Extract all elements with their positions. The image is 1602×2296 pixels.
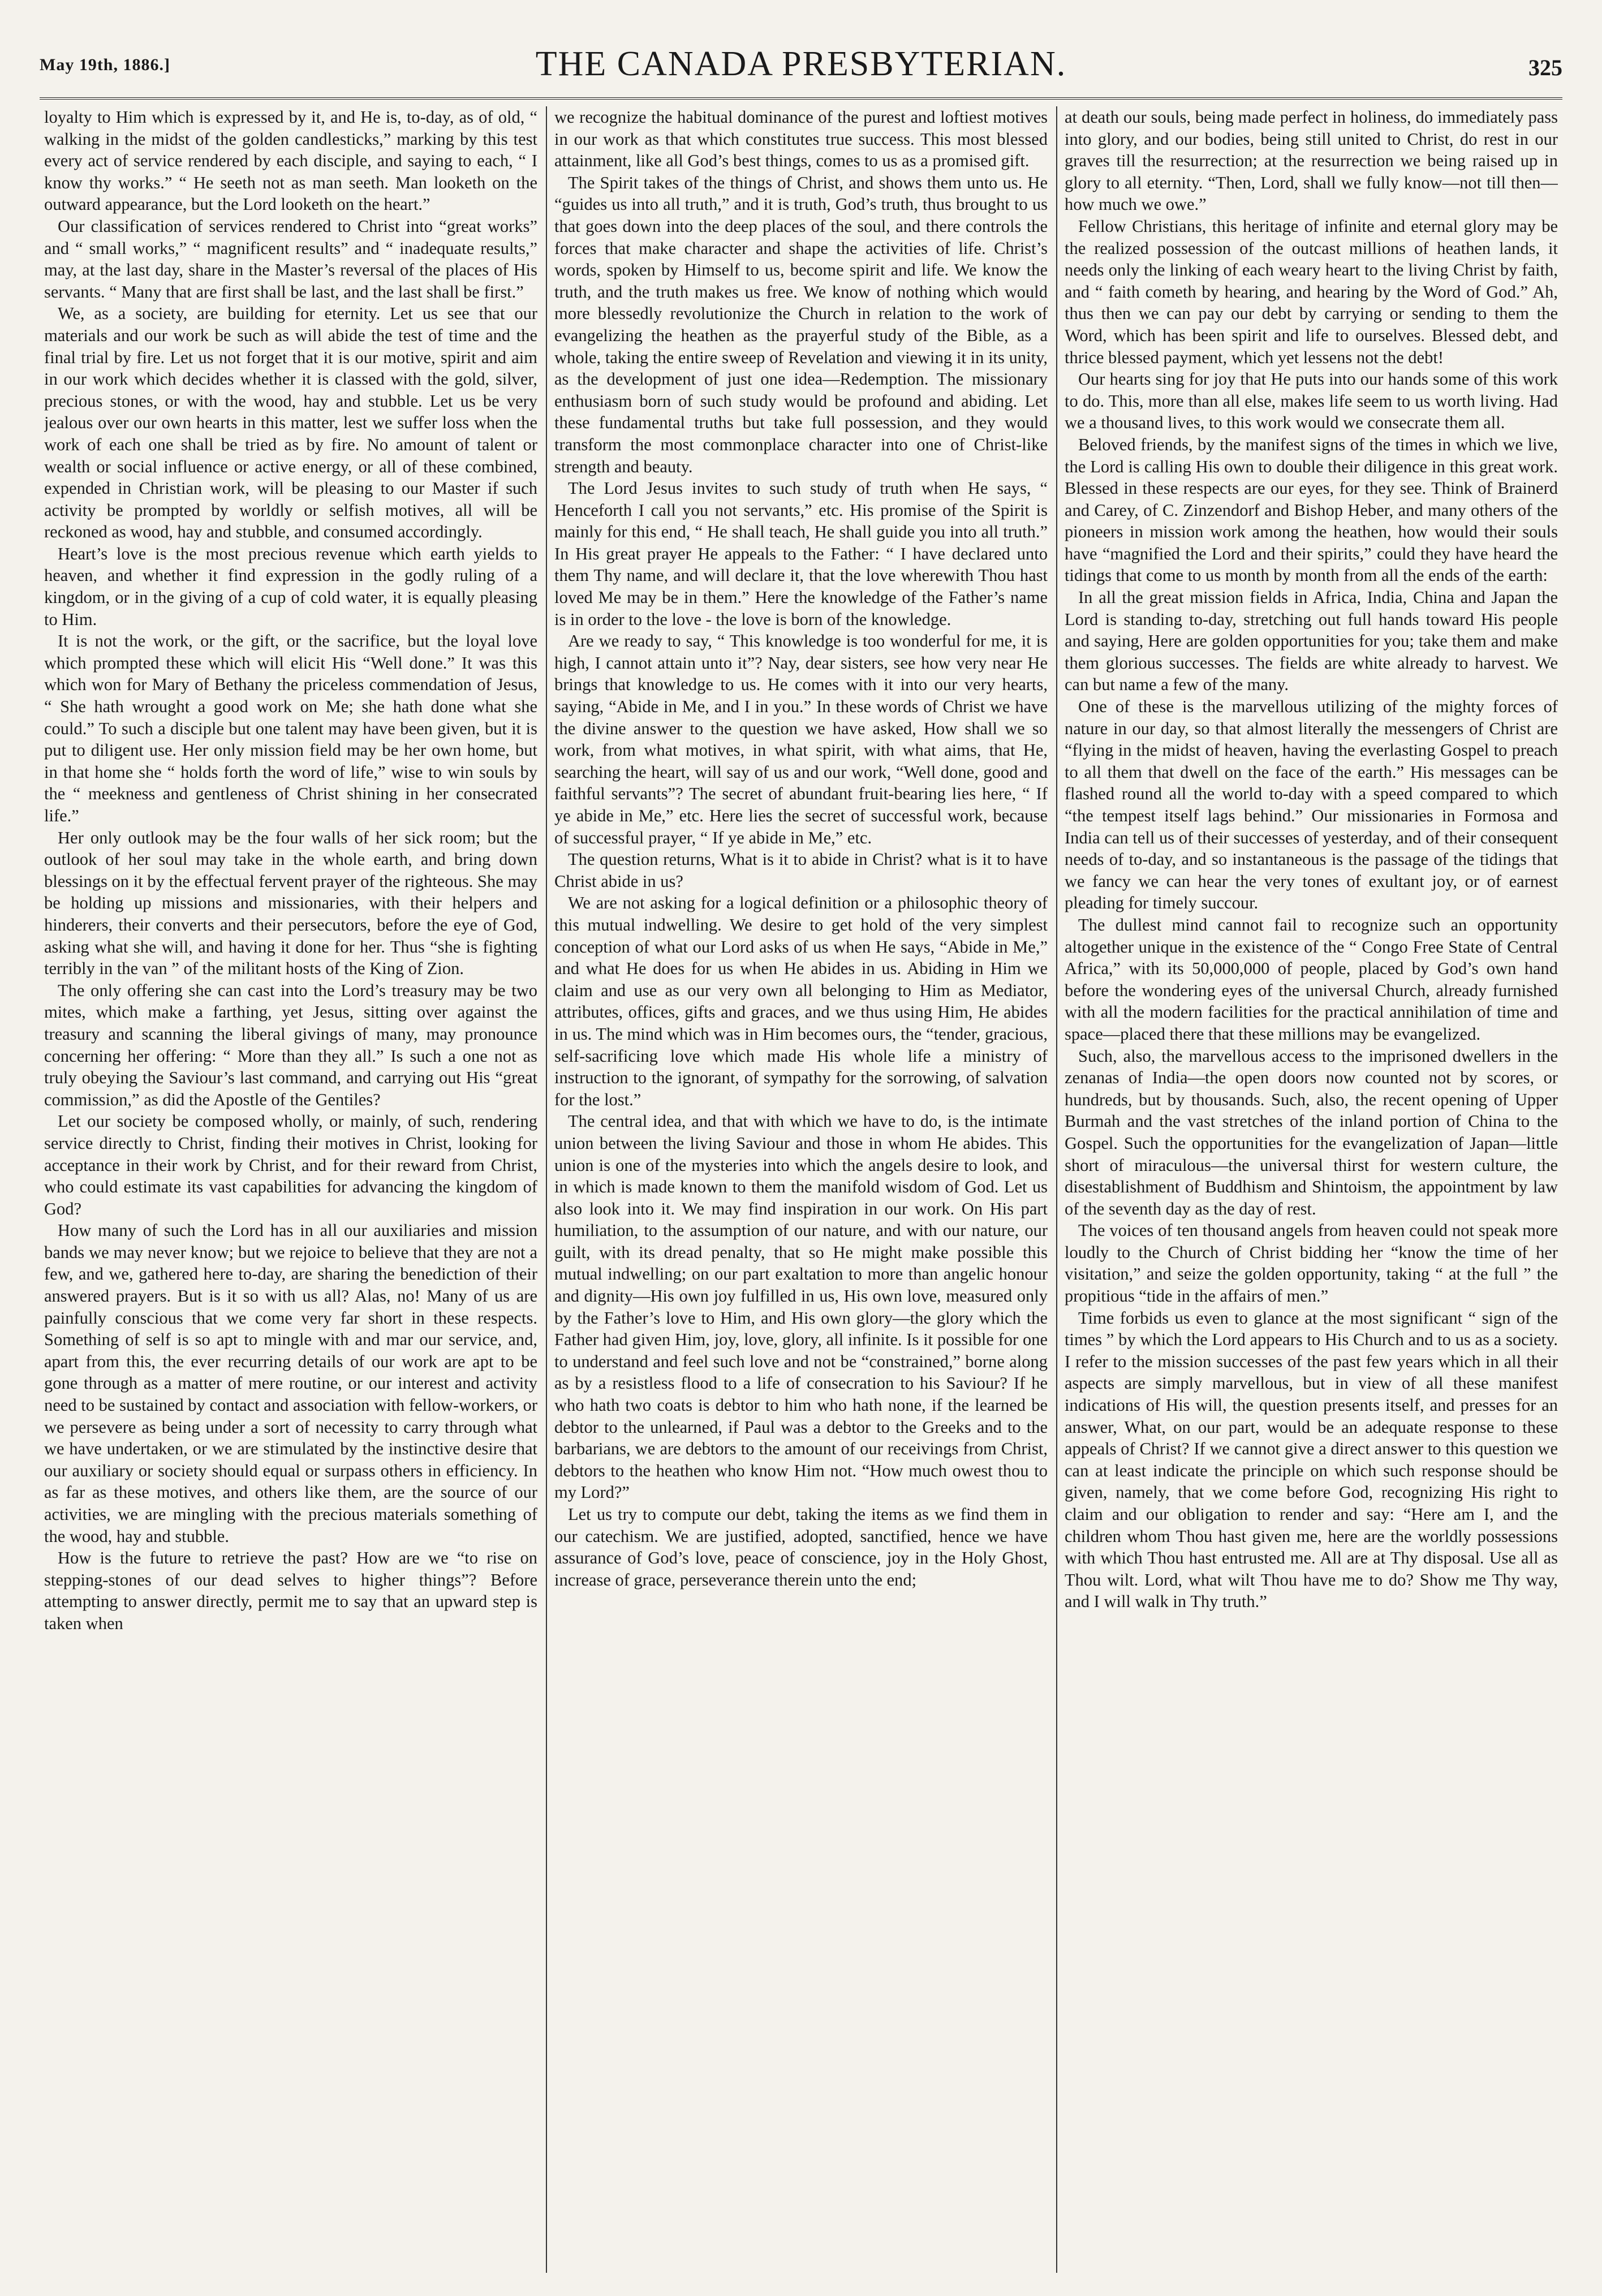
paragraph: The central idea, and that with which we have to do, is the intimate union between the living Saviour and those in whom He abides. This union is one of the mysteries into which the angels desire to look, and in which is made known to them the manifold wisdom of God. Let us also look into it. We may find inspiration in our work. On His part humiliation, to the assumption of our nature, and with our nature, our guilt, with its dread penalty, that so He might make possible this mutual indwelling; on our part exaltation to more than angelic honour and dignity—His own joy fulfilled in us, His own love, measured only by the Father’s love to Him, and His own glory—the glory which the Father had given Him, joy, love, glory, all infinite. Is it possible for one to understand and feel such love and not be “constrained,” borne along as by a resistless flood to a life of consecration to his Saviour? If he who hath two coats is debtor to him who hath none, if the learned be debtor to the unlearned, if Paul was a debtor to the Greeks and to the barbarians, we are debtors to the amount of our receivings from Christ, debtors to the heathen who know Him not. “How much owest thou to my Lord?”	[554, 1112, 1048, 1502]
paragraph: Such, also, the marvellous access to the imprisoned dwellers in the zenanas of India—the open doors now counted not by scores, or hundreds, but by thousands. Such, also, the recent opening of Upper Burmah and the vast stretches of the inland portion of China to the Gospel. Such the opportunities for the evangelization of Japan—little short of miraculous—the universal thirst for western culture, the disestablishment of Buddhism and Shintoism, the appointment by law of the seventh day as the day of rest.	[1065, 1046, 1558, 1218]
header-rule	[40, 97, 1562, 100]
column-1	[44, 106, 537, 2267]
paragraph: How is the future to retrieve the past? How are we “to rise on stepping-stones of our dead selves to higher things”? Before attempting to answer directly, permit me to say that an upward step is taken when	[44, 1548, 537, 1633]
paragraph: The Lord Jesus invites to such study of truth when He says, “ Henceforth I call you not servants,” etc. His promise of the Spirit is mainly for this end, “ He shall teach, He shall guide you into all truth.” In His great prayer He appeals to the Father: “ I have declared unto them Thy name, and will declare it, that the love wherewith Thou hast loved Me may be in them.” Here the knowledge of the Father’s name is in order to the love - the love is born of the knowledge.	[554, 479, 1048, 629]
paragraph: Her only outlook may be the four walls of her sick room; but the outlook of her soul may take in the whole earth, and bring down blessings on it by the effectual fervent prayer of the righteous. She may be holding up missions and missionaries, with their helpers and hinderers, their converts and their persecutors, before the eye of God, asking what she will, and having it done for her. Thus “she is fighting terribly in the van ” of the militant hosts of the King of Zion.	[44, 828, 537, 979]
page-number: 325	[1528, 55, 1562, 80]
paragraph: Heart’s love is the most precious revenue which earth yields to heaven, and whether it find expression in the godly ruling of a kingdom, or in the giving of a cup of cold water, it is equally pleasing to Him.	[44, 544, 537, 629]
paragraph: Let us try to compute our debt, taking the items as we find them in our catechism. We are justified, adopted, sanctified, hence we have assurance of God’s love, peace of conscience, joy in the Holy Ghost, increase of grace, perseverance therein unto the end;	[554, 1505, 1048, 1589]
masthead-title: THE CANADA PRESBYTERIAN.	[535, 45, 1067, 83]
paragraph: One of these is the marvellous utilizing of the mighty forces of nature in our day, so that almost literally the messengers of Christ are “flying in the midst of heaven, having the everlasting Gospel to preach to all them that dwell on the face of the earth.” His messages can be flashed round all the world to-day with a speed compared to which “the tempest itself lags behind.” Our missionaries in Formosa and India can tell us of their successes of yesterday, and of their consequent needs of to-day, and so instantaneous is the passage of the tidings that we fancy we can hear the very tones of exultant joy, or of earnest pleading for timely succour.	[1065, 697, 1558, 913]
paragraph: It is not the work, or the gift, or the sacrifice, but the loyal love which prompted these which will elicit His “Well done.” It was this which won for Mary of Bethany the priceless commendation of Jesus, “ She hath wrought a good work on Me; she hath done what she could.” To such a disciple but one talent may have been given, but it is put to diligent use. Her only mission field may be her own home, but in that home she “ holds forth the word of life,” wise to win souls by the “ meekness and gentleness of Christ shining in her consecrated life.”	[44, 631, 537, 825]
issue-date: May 19th, 1886.]	[40, 55, 170, 74]
paragraph: We are not asking for a logical definition or a philosophic theory of this mutual indwelling. We desire to get hold of the very simplest conception of what our Lord asks of us when He says, “Abide in Me,” and what He does for us when He abides in us. Abiding in Him we claim and use as our very own all belonging to Him as Mediator, attributes, offices, gifts and graces, and we thus using Him, He abides in us. The mind which was in Him becomes ours, the “tender, gracious, self-sacrificing love which made His whole life a ministry of instruction to the ignorant, of sympathy for the sorrowing, of salvation for the lost.”	[554, 893, 1048, 1109]
paragraph: The Spirit takes of the things of Christ, and shows them unto us. He “guides us into all truth,” and it is truth, God’s truth, thus brought to us that goes down into the deep places of the soul, and there controls the forces that make character and shape the activities of life. Christ’s words, spoken by Himself to us, become spirit and life. We know the truth, and the truth makes us free. We know of nothing which would more blessedly revolutionize the Church in relation to the work of evangelizing the heathen as the prayerful study of the Bible, as a whole, taking the entire sweep of Revelation and viewing it in its unity, as the development of just one idea—Redemption. The missionary enthusiasm born of such study would be profound and abiding. Let these fundamental truths but take full possession, and they would transform the most commonplace character into one of Christ-like strength and beauty.	[554, 173, 1048, 476]
column-2	[554, 106, 1048, 2267]
paragraph: loyalty to Him which is expressed by it, and He is, to-day, as of old, “ walking in the midst of the golden candlesticks,” marking by this test every act of service rendered by each disciple, and saying to each, “ I know thy works.” “ He seeth not as man seeth. Man looketh on the outward appearance, but the Lord looketh on the heart.”	[44, 107, 537, 214]
paragraph: We, as a society, are building for eternity. Let us see that our materials and our work be such as will abide the test of time and the final trial by fire. Let us not forget that it is our motive, spirit and aim in our work which decides whether it is classed with the gold, silver, precious stones, or with the wood, hay and stubble. Let us be very jealous over our own hearts in this matter, lest we suffer loss when the work of each one shall be tried as by fire. No amount of talent or wealth or social influence or active energy, or all of these combined, expended in Christian work, will be pleasing to our Master if such activity be prompted by worldly or selfish motives, all will be reckoned as wood, hay and stubble, and consumed accordingly.	[44, 304, 537, 542]
paragraph: How many of such the Lord has in all our auxiliaries and mission bands we may never know; but we rejoice to believe that they are not a few, and we, gathered here to-day, are sharing the benediction of their answered prayers. But is it so with us all? Alas, no! Many of us are painfully conscious that we come very far short in these respects. Something of self is so apt to mingle with and mar our service, and, apart from this, the ever recurring details of our work are apt to be gone through as a matter of mere routine, or our interest and activity need to be sustained by contact and association with fellow-workers, or we persevere as being under a sort of necessity to carry through what we have undertaken, or we are stimulated by the instinctive desire that our auxiliary or society should equal or surpass others in efficiency. In as far as these motives, and others like them, are the source of our activities, we are mingling with the precious materials something of the wood, hay and stubble.	[44, 1221, 537, 1546]
paragraph: Our classification of services rendered to Christ into “great works” and “ small works,” “ magnificent results” and “ inadequate results,” may, at the last day, share in the Master’s reversal of the places of His servants. “ Many that are first shall be last, and the last shall be first.”	[44, 216, 537, 301]
paragraph: at death our souls, being made perfect in holiness, do immediately pass into glory, and our bodies, being still united to Christ, do rest in our graves till the resurrection; at the resurrection we being raised up in glory to all eternity. “Then, Lord, shall we fully know—not till then—how much we owe.”	[1065, 107, 1558, 214]
paragraph: Beloved friends, by the manifest signs of the times in which we live, the Lord is calling His own to double their diligence in this great work. Blessed in these respects are our eyes, for they see. Think of Brainerd and Carey, of C. Zinzendorf and Bishop Heber, and many others of the pioneers in mission work among the heathen, how would their souls have “magnified the Lord and their spirits,” could they have heard the tidings that come to us month by month from all the ends of the earth:	[1065, 434, 1558, 585]
column-3	[1065, 106, 1558, 2267]
paragraph: The only offering she can cast into the Lord’s treasury may be two mites, which make a farthing, yet Jesus, sitting over against the treasury and scanning the liberal givings of many, may pronounce concerning her offering: “ More than they all.” Is such a one not as truly obeying the Saviour’s last command, and carrying out His “great commission,” as did the Apostle of the Gentiles?	[44, 980, 537, 1109]
paragraph: The voices of ten thousand angels from heaven could not speak more loudly to the Church of Christ bidding her “know the time of her visitation,” and seize the golden opportunity, taking “ at the full ” the propitious “tide in the affairs of men.”	[1065, 1221, 1558, 1306]
paragraph: we recognize the habitual dominance of the purest and loftiest motives in our work as that which constitutes true success. This most blessed attainment, like all God’s best things, comes to us as a promised gift.	[554, 107, 1048, 171]
page-header	[40, 44, 1562, 98]
paragraph: Our hearts sing for joy that He puts into our hands some of this work to do. This, more than all else, makes life seem to us worth living. Had we a thousand lives, to this work would we consecrate them all.	[1065, 369, 1558, 433]
column-divider	[546, 106, 547, 2273]
paragraph: In all the great mission fields in Africa, India, China and Japan the Lord is standing to-day, stretching out full hands toward His people and saying, Here are golden opportunities for you; take them and make them glorious successes. The fields are white already to harvest. We can but name a few of the many.	[1065, 588, 1558, 695]
column-divider	[1056, 106, 1057, 2273]
paragraph: The question returns, What is it to abide in Christ? what is it to have Christ abide in us?	[554, 850, 1048, 891]
article-body	[44, 106, 1558, 2267]
paragraph: The dullest mind cannot fail to recognize such an opportunity altogether unique in the existence of the “ Congo Free State of Central Africa,” with its 50,000,000 of people, placed by God’s own hand before the wondering eyes of the universal Church, already furnished with all the modern facilities for the practical annihilation of time and space—placed there that these millions may be evangelized.	[1065, 915, 1558, 1044]
paragraph: Are we ready to say, “ This knowledge is too wonderful for me, it is high, I cannot attain unto it”? Nay, dear sisters, see how very near He brings that knowledge to us. He comes with it into our very hearts, saying, “Abide in Me, and I in you.” In these words of Christ we have the divine answer to the question we have asked, How shall we so work, from what motives, in what spirit, with what aims, that He, searching the heart, will say of us and our work, “Well done, good and faithful servants”? The secret of abundant fruit-bearing lies here, “ If ye abide in Me,” etc. Here lies the secret of successful work, because of successful prayer, “ If ye abide in Me,” etc.	[554, 631, 1048, 847]
paragraph: Let our society be composed wholly, or mainly, of such, rendering service directly to Christ, finding their motives in Christ, looking for acceptance in their work by Christ, and for their reward from Christ, who could estimate its vast capabilities for advancing the kingdom of God?	[44, 1112, 537, 1218]
paragraph: Time forbids us even to glance at the most significant “ sign of the times ” by which the Lord appears to His Church and to us as a society. I refer to the mission successes of the past few years which in all their aspects are simply marvellous, but in view of all these manifest indications of His will, the question presents itself, and presses for an answer, What, on our part, would be an adequate response to these appeals of Christ? If we cannot give a direct answer to this question we can at least indicate the principle on which such response should be given, namely, that we come before God, recognizing His right to claim and our obligation to render and say: “Here am I, and the children whom Thou hast given me, here are the worldly possessions with which Thou hast entrusted me. All are at Thy disposal. Use all as Thou wilt. Lord, what wilt Thou have me to do? Show me Thy way, and I will walk in Thy truth.”	[1065, 1308, 1558, 1612]
paragraph: Fellow Christians, this heritage of infinite and eternal glory may be the realized possession of the outcast millions of heathen lands, it needs only the linking of each weary heart to the living Christ by faith, and “ faith cometh by hearing, and hearing by the Word of God.” Ah, thus then we can pay our debt by carrying or sending to them the Word, which has been spirit and life to ourselves. Blessed debt, and thrice blessed payment, which yet lessens not the debt!	[1065, 216, 1558, 367]
